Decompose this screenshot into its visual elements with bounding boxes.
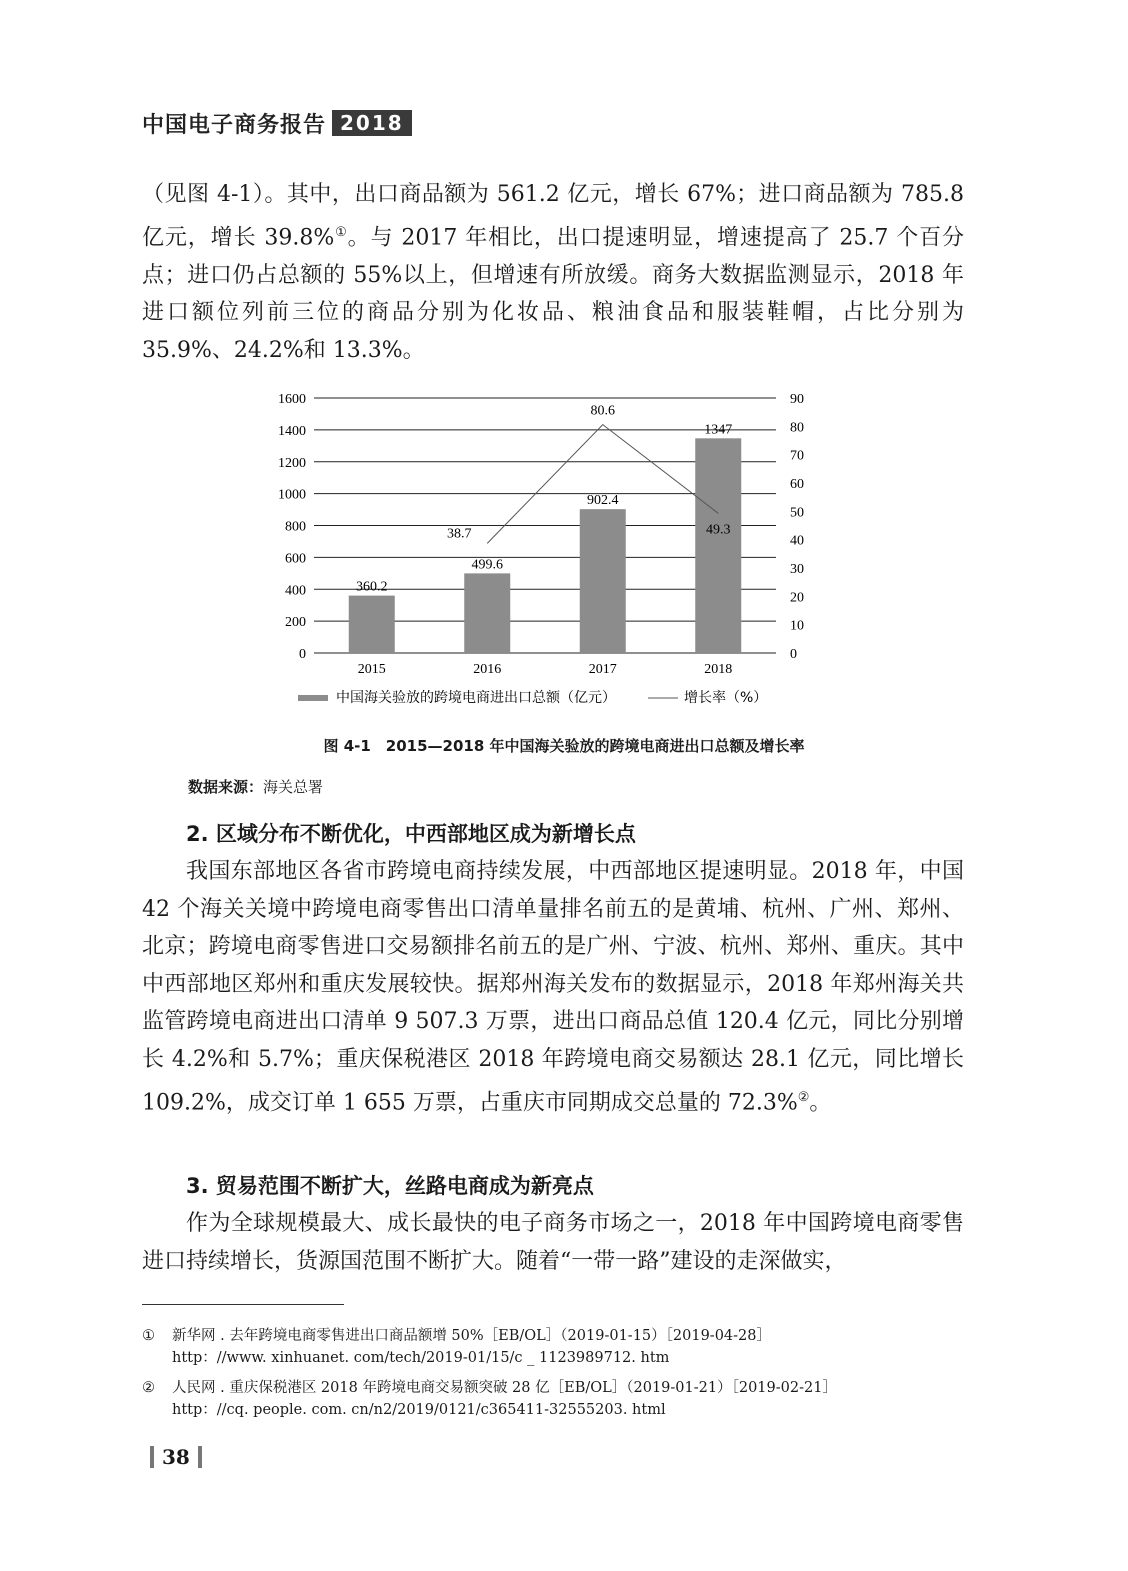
section-2-paragraph [142, 853, 964, 1121]
figure-chart [240, 382, 840, 717]
footnote-2 [142, 1377, 837, 1421]
page-number-bar-left [150, 1446, 154, 1468]
left-axis-tick-label: 1000 [278, 487, 306, 503]
left-axis-tick-label: 1400 [278, 423, 306, 439]
paragraph-intro [142, 176, 964, 369]
section-2-heading: 2. 区域分布不断优化，中西部地区成为新增长点 [186, 822, 636, 846]
line-data-label: 49.3 [706, 522, 731, 538]
section-2-text-b: 。 [809, 1089, 832, 1115]
right-axis-tick-label: 80 [790, 420, 804, 436]
x-axis-tick-label: 2018 [704, 662, 733, 677]
left-axis-tick-label: 1200 [278, 455, 306, 471]
bar-2018 [695, 438, 741, 653]
paragraph-intro-text: （见图 4-1）。其中，出口商品额为 561.2 亿元，增长 67%；进口商品额为 785.8 亿元，增长 39.8% [142, 182, 964, 250]
right-axis-tick-label: 30 [790, 562, 804, 577]
footnote-1-mark: ① [142, 1328, 155, 1344]
footnote-2-mark: ② [142, 1380, 155, 1396]
page-number-bar-right [198, 1446, 202, 1468]
data-source-text: 海关总署 [263, 778, 324, 796]
x-axis-tick-label: 2017 [588, 662, 617, 677]
bar-data-label: 902.4 [587, 493, 619, 509]
right-axis-tick-label: 50 [790, 505, 804, 521]
right-axis-tick-label: 40 [790, 533, 804, 549]
footnote-divider [142, 1304, 344, 1305]
left-axis-tick-label: 0 [299, 647, 306, 662]
bar-data-label: 499.6 [471, 557, 503, 573]
x-axis-tick-label: 2016 [473, 662, 502, 677]
line-data-label: 80.6 [590, 403, 615, 419]
left-axis-tick-label: 600 [285, 551, 306, 567]
left-axis-tick-label: 800 [285, 519, 306, 535]
right-axis-tick-label: 0 [790, 647, 797, 662]
footnote-ref-1[interactable]: ① [334, 224, 348, 240]
right-axis-tick-label: 60 [790, 477, 804, 492]
section-3-heading: 3. 贸易范围不断扩大，丝路电商成为新亮点 [186, 1174, 594, 1198]
paragraph-intro-text-b: 。与 2017 年相比，出口提速明显，增速提高了 25.7 个百分点；进口仍占总额的 55%以上，但增速有所放缓。商务大数据监测显示，2018 年进口额位列前三位的商品分别为化妆品、粮油食品和服装鞋帽，占比分别为 35.9%、24.2%和 13.3%。 [142, 224, 964, 363]
footnote-2-text: 人民网 . 重庆保税港区 2018 年跨境电商交易额突破 28 亿［EB/OL］（2019-01-21）［2019-02-21］ [172, 1380, 837, 1396]
legend-bar-swatch [298, 695, 328, 701]
right-axis-tick-label: 10 [790, 618, 804, 634]
page-number [142, 1445, 210, 1469]
left-axis-tick-label: 400 [285, 583, 306, 599]
bar-2015 [349, 596, 395, 653]
footnote-1-text: 新华网 . 去年跨境电商零售进出口商品额增 50%［EB/OL］（2019-01-15）［2019-04-28］ [172, 1328, 772, 1344]
right-axis-tick-label: 20 [790, 590, 804, 606]
header-year-badge: 2018 [332, 110, 412, 136]
section-2-text: 我国东部地区各省市跨境电商持续发展，中西部地区提速明显。2018 年，中国 42 个海关关境中跨境电商零售出口清单量排名前五的是黄埔、杭州、广州、郑州、北京；跨境电商零售进口交易额排名前五的是广州、宁波、杭州、郑州、重庆。其中中西部地区郑州和重庆发展较快。据郑州海关发布的数据显示，2018 年郑州海关共监管跨境电商进出口清单 9 507.3 万票，进出口商品总值 120.4 亿元，同比分别增长 4.2%和 5.7%；重庆保税港区 2018 年跨境电商交易额达 28.1 亿元，同比增长 109.2%，成交订单 1 655 万票，占重庆市同期成交总量的 72.3% [142, 859, 964, 1115]
running-header [142, 108, 412, 138]
data-source-label: 数据来源： [188, 778, 264, 796]
left-axis-tick-label: 200 [285, 615, 306, 631]
x-axis-tick-label: 2015 [357, 662, 386, 677]
page-number-value: 38 [162, 1445, 190, 1469]
data-source [188, 776, 323, 797]
left-axis-tick-label: 1600 [278, 392, 306, 407]
footnote-ref-2[interactable]: ② [797, 1089, 810, 1105]
header-title: 中国电子商务报告 [142, 112, 327, 138]
footnote-1 [142, 1325, 771, 1369]
legend-bar-label: 中国海关验放的跨境电商进出口总额（亿元） [336, 690, 616, 706]
bar-data-label: 1347 [704, 422, 733, 438]
bar-2016 [464, 573, 510, 653]
bar-2017 [580, 509, 626, 653]
figure-caption: 图 4-1 2015—2018 年中国海关验放的跨境电商进出口总额及增长率 [323, 737, 805, 755]
footnote-2-url[interactable]: http：//cq. people. com. cn/n2/2019/0121/c365411-32555203. html [172, 1402, 666, 1418]
right-axis-tick-label: 90 [790, 392, 804, 407]
right-axis-tick-label: 70 [790, 448, 804, 464]
bar-data-label: 360.2 [356, 579, 388, 595]
section-3-paragraph: 作为全球规模最大、成长最快的电子商务市场之一，2018 年中国跨境电商零售进口持续增长，货源国范围不断扩大。随着“一带一路”建设的走深做实， [142, 1211, 964, 1274]
line-data-label: 38.7 [447, 526, 472, 542]
footnote-1-url[interactable]: http：//www. xinhuanet. com/tech/2019-01/15/c _ 1123989712. htm [172, 1350, 670, 1366]
legend-line-label: 增长率（%） [684, 690, 768, 706]
